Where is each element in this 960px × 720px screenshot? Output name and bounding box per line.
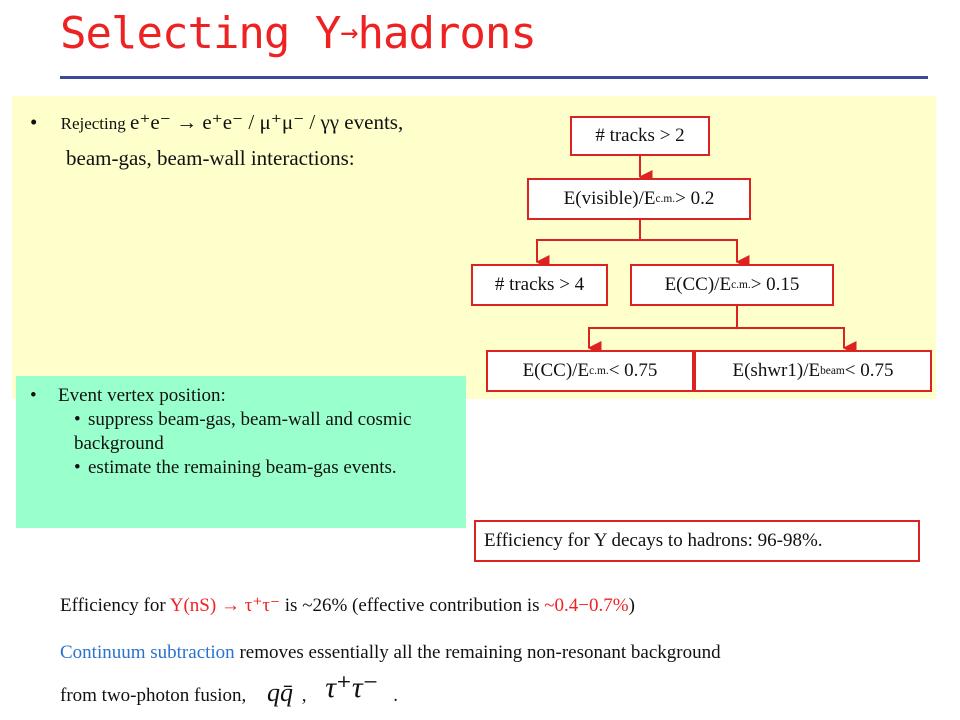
tautau-symbol: τ⁺τ⁻ bbox=[325, 671, 379, 704]
cut-cc-gt-015: E(CC)/E c.m. > 0.15 bbox=[630, 264, 834, 306]
vertex-title: • Event vertex position: bbox=[30, 385, 226, 406]
rejecting-line: • Rejecting e⁺e⁻ → e⁺e⁻ / μ⁺μ⁻ / γγ events, bbox=[30, 110, 404, 134]
tautau-efficiency-line: Efficiency for Y(nS) → τ⁺τ⁻ is ~26% (effective contribution is ~0.4−0.7%) bbox=[60, 595, 635, 616]
continuum-line1: Continuum subtraction removes essentially all the remaining non-resonant background bbox=[60, 642, 721, 663]
vertex-item: • suppress beam-gas, beam-wall and cosmic background bbox=[74, 409, 412, 454]
cut-cc-lt-075: E(CC)/E c.m. < 0.75 bbox=[486, 350, 694, 392]
continuum-line2: from two-photon fusion, qq̄ , τ⁺τ⁻ . bbox=[60, 671, 398, 707]
cut-visible-energy: E(visible)/E c.m. > 0.2 bbox=[527, 178, 751, 220]
bullet-icon: • bbox=[30, 385, 37, 406]
arrow-visible-tracks4 bbox=[537, 219, 640, 262]
arrow-visible-cc015 bbox=[640, 240, 737, 262]
bullet-icon: • bbox=[74, 409, 81, 430]
arrow-cc015-cc075 bbox=[589, 306, 737, 348]
bullet-icon: • bbox=[74, 457, 81, 478]
qq-symbol: qq̄ bbox=[267, 678, 294, 707]
efficiency-box: Efficiency for Y decays to hadrons: 96-98%. bbox=[474, 520, 920, 562]
vertex-panel bbox=[16, 376, 466, 528]
vertex-item: • estimate the remaining beam-gas events. bbox=[74, 457, 397, 478]
cut-tracks-gt-4: # tracks > 4 bbox=[471, 264, 608, 306]
slide-title: Selecting Y→hadrons bbox=[60, 8, 536, 59]
arrow-cc015-shwr bbox=[737, 328, 844, 348]
cut-tracks-gt-2: # tracks > 2 bbox=[570, 116, 710, 156]
bullet-icon: • bbox=[30, 110, 38, 134]
title-arrow: → bbox=[340, 15, 358, 50]
cut-shower-lt-075: E(shwr1)/E beam < 0.75 bbox=[694, 350, 932, 392]
rejecting-line2: beam-gas, beam-wall interactions: bbox=[66, 146, 355, 170]
